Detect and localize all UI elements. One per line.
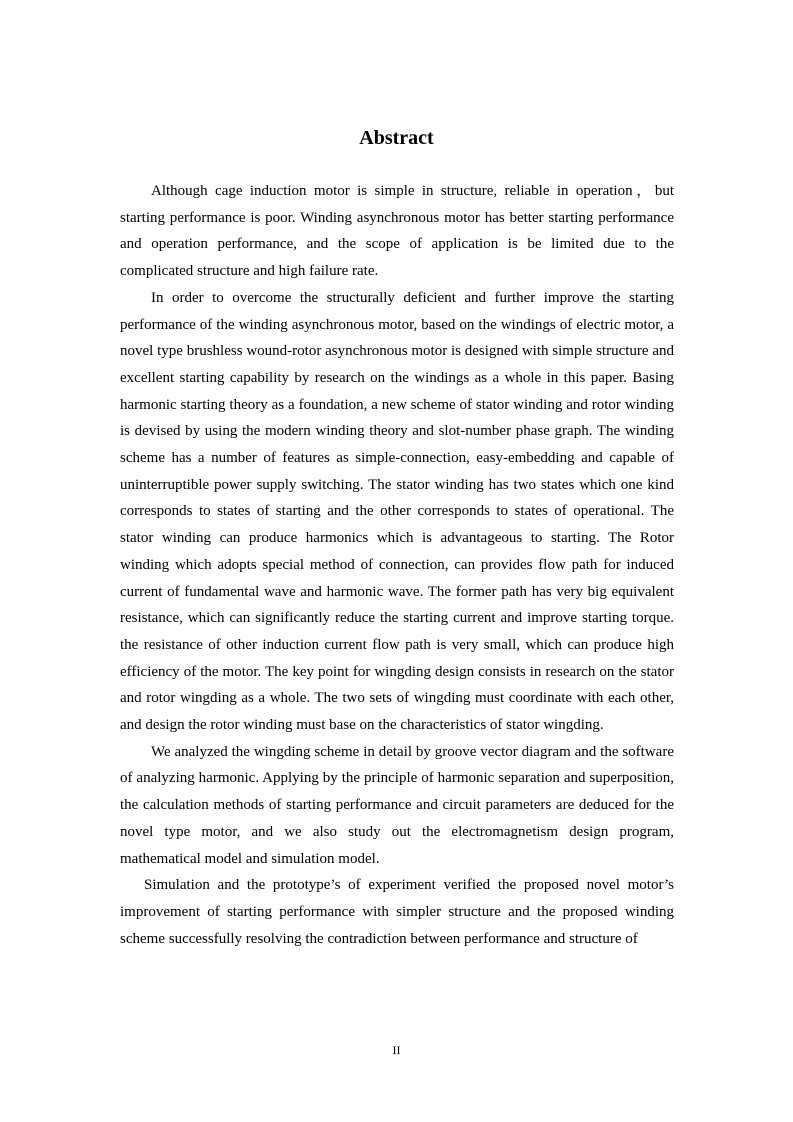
abstract-title: Abstract — [359, 127, 434, 149]
abstract-paragraph-3: We analyzed the wingding scheme in detail by groove vector diagram and the software of analyzing harmonic. Applying by the principle of harmonic separation and superposition, the calculation methods of starting performance and circuit parameters are deduced for the novel type motor, and we also study out the electromagnetism design program, mathematical model and simulation model. — [120, 743, 674, 867]
abstract-paragraph-4: Simulation and the prototype’s of experiment verified the proposed novel motor’s improvement of starting performance with simpler structure and the proposed winding scheme successfully resolving the contradiction between performance and structure of — [120, 877, 674, 947]
page-number: II — [392, 1043, 401, 1057]
abstract-body — [120, 178, 674, 952]
abstract-paragraph-2: In order to overcome the structurally deficient and further improve the starting performance of the winding asynchronous motor, based on the windings of electric motor, a novel type brushless wound-rotor asynchronous motor is designed with simple structure and excellent starting capability by research on the windings as a whole in this paper. Basing harmonic starting theory as a foundation, a new scheme of stator winding and rotor winding is devised by using the modern winding theory and slot-number phase graph. The winding scheme has a number of features as simple-connection, easy-embedding and capable of uninterruptible power supply switching. The stator winding has two states which one kind corresponds to states of starting and the other corresponds to states of operational. The stator winding can produce harmonics which is advantageous to starting. The Rotor winding which adopts special method of connection, can provides flow path for induced current of fundamental wave and harmonic wave. The former path has very big equivalent resistance, which can significantly reduce the starting current and improve starting torque. the resistance of other induction current flow path is very small, which can produce high efficiency of the motor. The key point for wingding design consists in research on the stator and rotor wingding as a whole. The two sets of wingding must coordinate with each other, and design the rotor winding must base on the characteristics of stator wingding. — [120, 289, 674, 734]
abstract-paragraph-1: Although cage induction motor is simple in structure, reliable in operation，but starting performance is poor. Winding asynchronous motor has better starting performance and operation performance, and the scope of application is be limited due to the complicated structure and high failure rate. — [120, 183, 674, 280]
